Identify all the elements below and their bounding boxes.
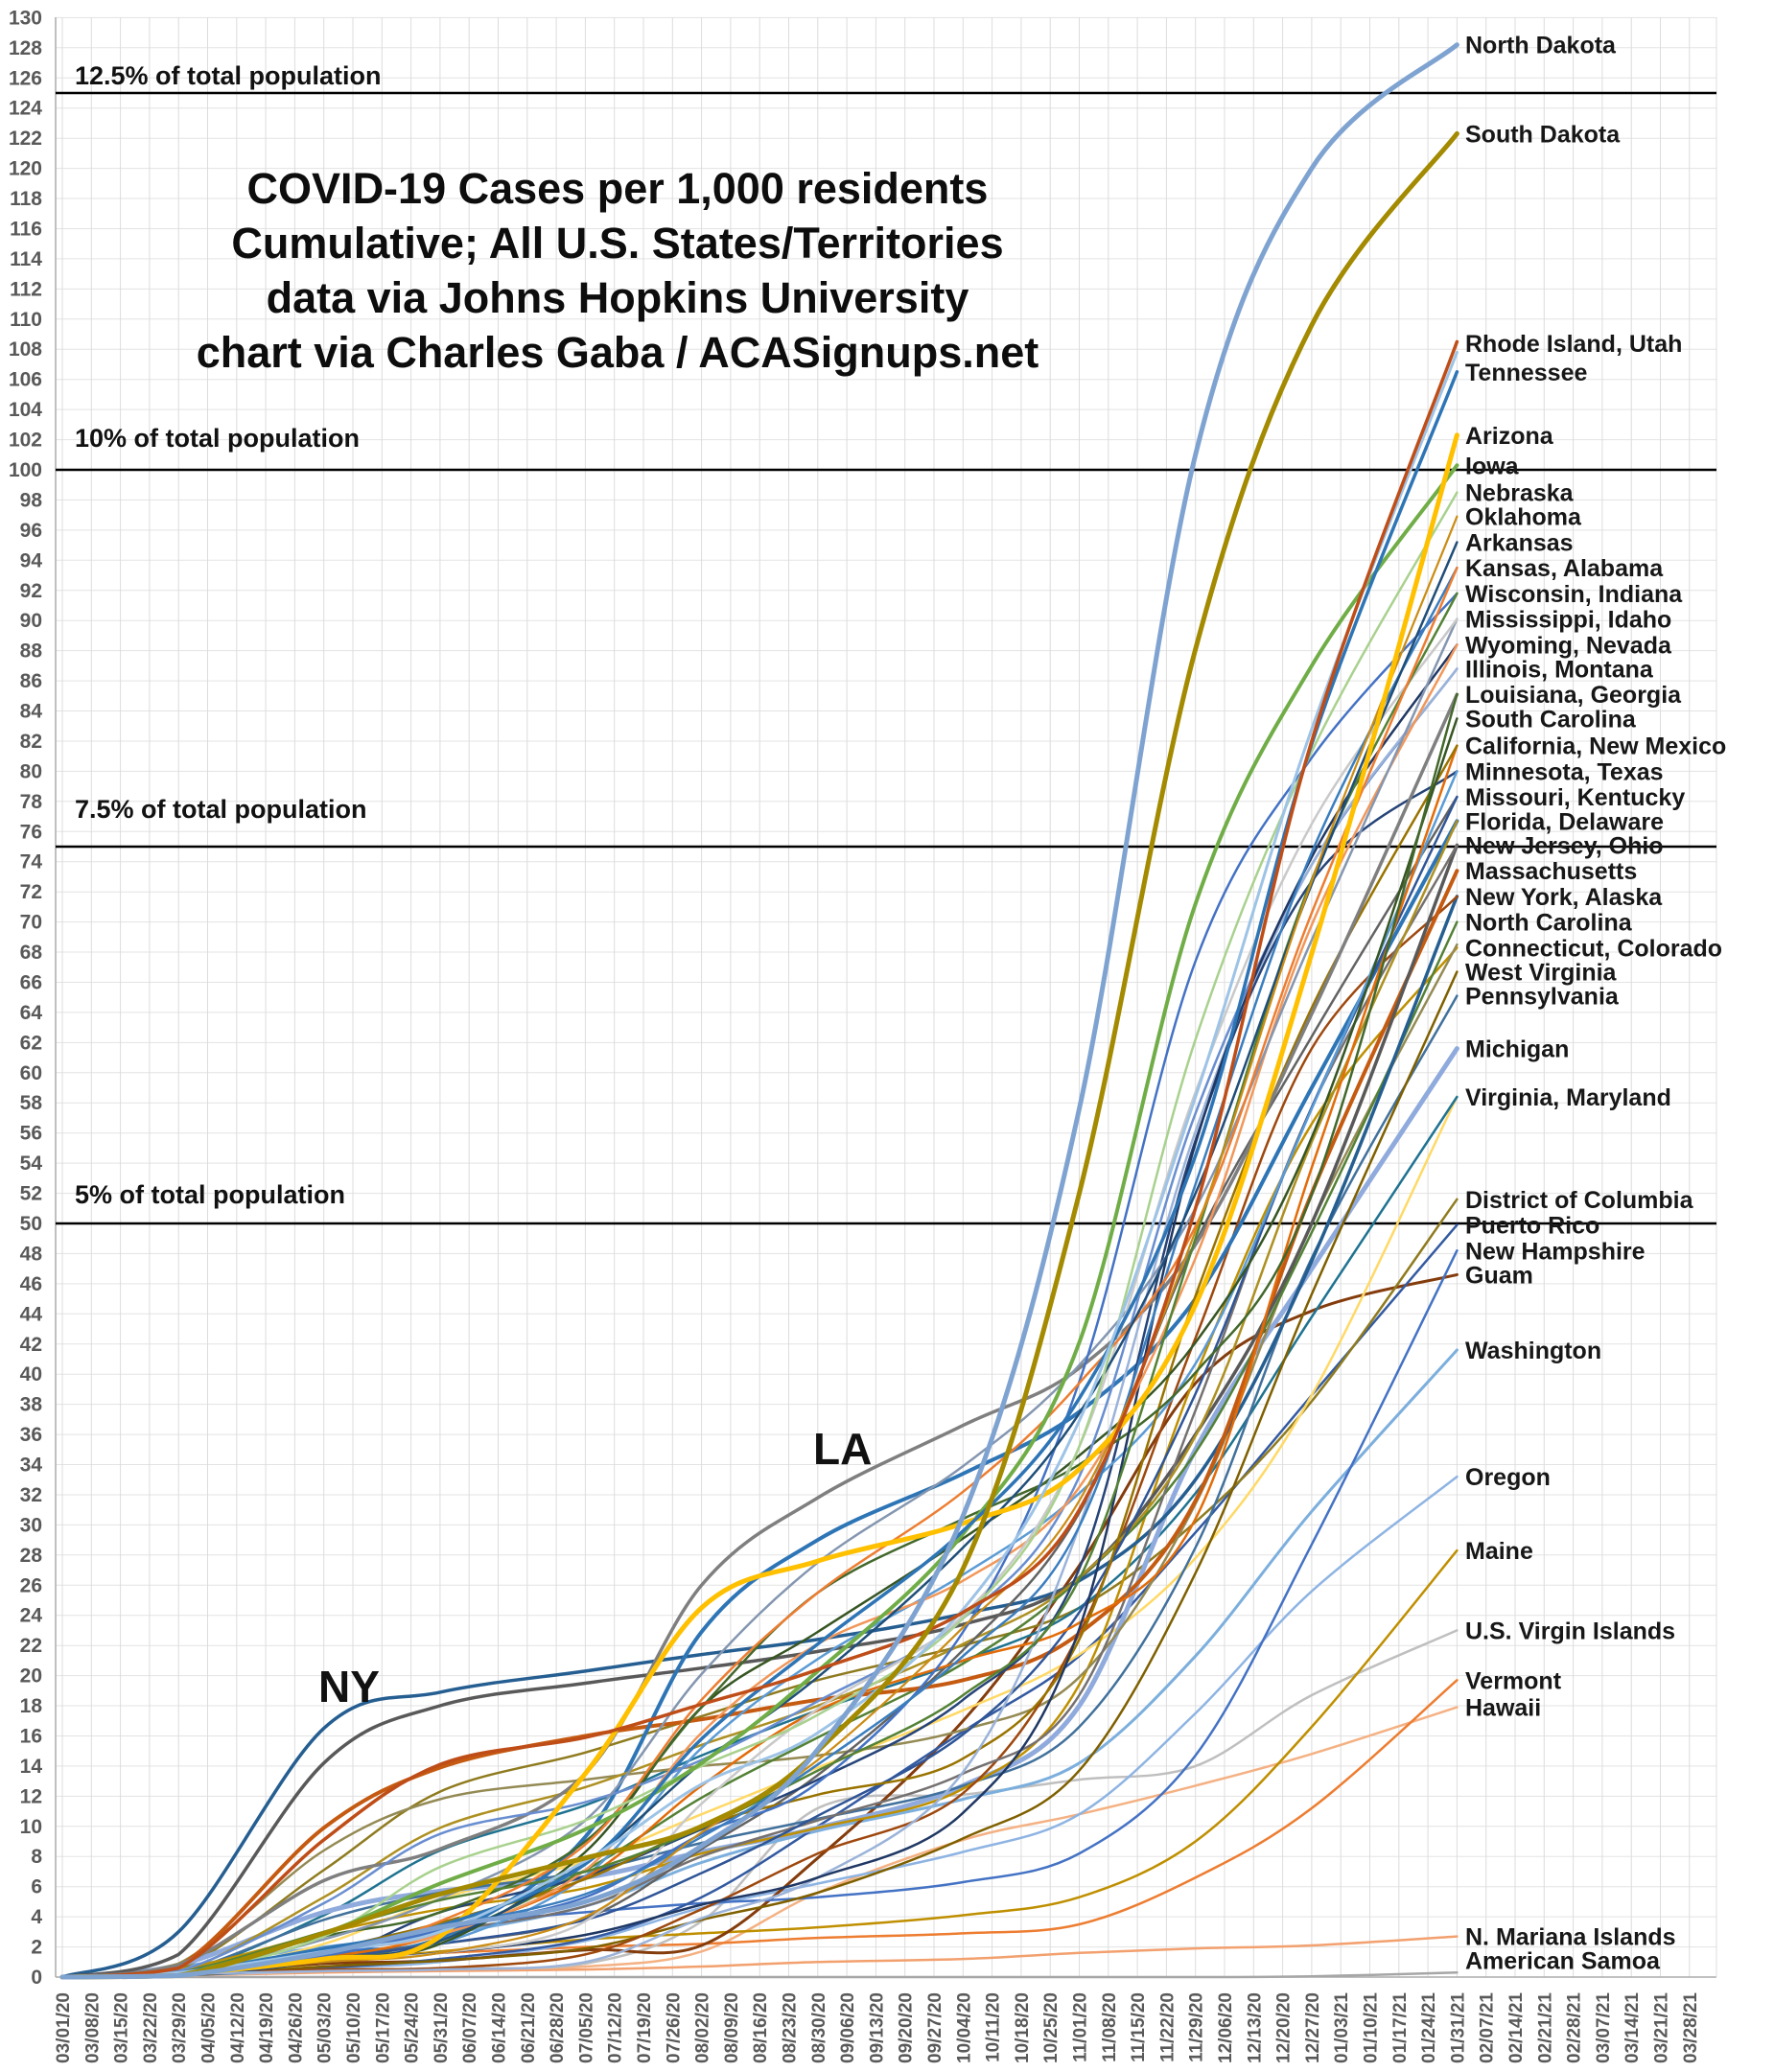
x-tick-label: 06/21/20 (518, 1992, 539, 2063)
state-label-south-dakota: South Dakota (1465, 121, 1621, 149)
x-tick-label: 03/07/21 (1593, 1992, 1614, 2063)
x-tick-label: 03/15/20 (111, 1992, 132, 2063)
x-tick-label: 08/23/20 (780, 1992, 801, 2063)
y-tick-label: 96 (19, 519, 42, 542)
state-label-n-mariana-islands: N. Mariana Islands (1465, 1923, 1676, 1951)
x-tick-label: 10/25/20 (1041, 1992, 1062, 2063)
y-tick-label: 116 (10, 218, 42, 241)
y-tick-label: 78 (19, 790, 42, 813)
x-tick-label: 10/11/20 (983, 1992, 1004, 2062)
y-tick-label: 68 (19, 942, 42, 964)
x-tick-label: 09/13/20 (867, 1992, 888, 2063)
annotation-ny: NY (318, 1662, 380, 1711)
y-tick-label: 16 (19, 1725, 42, 1748)
state-label-u-s-virgin-islands: U.S. Virgin Islands (1465, 1618, 1676, 1645)
x-tick-label: 06/28/20 (548, 1992, 569, 2063)
state-label-guam: Guam (1465, 1262, 1533, 1290)
y-tick-label: 126 (8, 67, 42, 90)
y-tick-label: 76 (19, 821, 42, 844)
y-tick-label: 10 (19, 1815, 42, 1838)
y-tick-label: 34 (19, 1454, 42, 1477)
y-tick-label: 38 (19, 1393, 42, 1416)
chart-title-line-3: data via Johns Hopkins University (266, 273, 969, 322)
state-label-oregon: Oregon (1465, 1464, 1551, 1492)
y-tick-label: 50 (19, 1213, 42, 1235)
y-tick-label: 0 (31, 1967, 42, 1989)
y-tick-label: 66 (19, 971, 42, 994)
x-tick-label: 03/28/21 (1680, 1992, 1701, 2063)
y-tick-label: 44 (19, 1303, 42, 1326)
x-tick-label: 02/28/21 (1564, 1992, 1585, 2063)
state-label-florida-delaware: Florida, Delaware (1465, 808, 1665, 836)
y-tick-label: 112 (10, 278, 42, 301)
state-label-north-dakota: North Dakota (1465, 32, 1616, 59)
state-label-puerto-rico: Puerto Rico (1465, 1212, 1600, 1240)
y-tick-label: 54 (19, 1152, 42, 1176)
x-tick-label: 02/07/21 (1477, 1992, 1498, 2063)
y-tick-label: 26 (19, 1574, 42, 1597)
y-tick-label: 6 (31, 1875, 42, 1898)
state-label-new-hampshire: New Hampshire (1465, 1238, 1646, 1266)
y-tick-label: 12 (19, 1785, 42, 1808)
y-tick-label: 120 (8, 157, 42, 180)
y-tick-label: 108 (8, 338, 42, 361)
y-tick-label: 60 (19, 1061, 42, 1084)
y-tick-label: 20 (19, 1665, 42, 1688)
y-tick-label: 98 (19, 489, 42, 512)
state-label-california-new-mexico: California, New Mexico (1465, 733, 1727, 760)
x-tick-label: 06/07/20 (460, 1992, 481, 2063)
y-tick-label: 110 (10, 308, 42, 331)
y-tick-label: 88 (19, 640, 42, 663)
state-label-illinois-montana: Illinois, Montana (1465, 656, 1653, 684)
state-label-washington: Washington (1465, 1338, 1602, 1364)
x-tick-label: 05/31/20 (431, 1992, 452, 2063)
reference-label-12-5-percent: 12.5% of total population (75, 61, 382, 90)
x-tick-label: 09/27/20 (925, 1992, 945, 2063)
reference-label-7-5-percent: 7.5% of total population (75, 795, 367, 824)
x-tick-label: 03/01/20 (54, 1992, 74, 2063)
state-label-connecticut-colorado: Connecticut, Colorado (1465, 935, 1723, 963)
x-tick-label: 08/30/20 (808, 1992, 829, 2063)
state-label-arizona: Arizona (1465, 422, 1553, 450)
annotation-la: LA (813, 1424, 873, 1474)
state-label-american-samoa: American Samoa (1465, 1947, 1660, 1975)
y-tick-label: 106 (8, 368, 42, 391)
y-tick-label: 24 (19, 1604, 42, 1627)
x-tick-label: 03/21/21 (1651, 1992, 1672, 2063)
x-tick-label: 11/01/20 (1070, 1992, 1091, 2062)
x-tick-label: 05/24/20 (402, 1992, 423, 2063)
x-tick-label: 05/17/20 (373, 1992, 394, 2063)
state-label-north-carolina: North Carolina (1465, 909, 1632, 937)
x-tick-label: 08/16/20 (751, 1992, 772, 2063)
x-tick-label: 01/17/21 (1389, 1992, 1411, 2063)
y-tick-label: 90 (19, 610, 42, 633)
state-label-virginia-maryland: Virginia, Maryland (1465, 1084, 1671, 1111)
y-tick-label: 4 (31, 1906, 42, 1929)
reference-label-5-percent: 5% of total population (75, 1180, 345, 1209)
state-label-hawaii: Hawaii (1465, 1694, 1542, 1722)
y-tick-label: 46 (19, 1272, 42, 1295)
y-tick-label: 58 (19, 1092, 42, 1115)
x-tick-label: 04/05/20 (198, 1992, 220, 2063)
y-tick-label: 62 (19, 1032, 42, 1055)
x-tick-label: 08/02/20 (692, 1992, 713, 2063)
x-tick-label: 08/09/20 (721, 1992, 742, 2063)
y-tick-label: 122 (8, 128, 42, 151)
y-tick-label: 92 (19, 579, 42, 602)
x-tick-label: 12/13/20 (1245, 1992, 1266, 2063)
y-tick-label: 104 (8, 399, 42, 422)
x-tick-label: 11/15/20 (1129, 1992, 1150, 2062)
x-tick-label: 05/10/20 (344, 1992, 364, 2063)
y-tick-label: 36 (19, 1424, 42, 1447)
y-tick-label: 42 (19, 1333, 42, 1356)
y-tick-label: 84 (19, 700, 42, 723)
y-tick-label: 52 (19, 1182, 42, 1205)
state-label-south-carolina: South Carolina (1465, 706, 1636, 733)
state-label-missouri-kentucky: Missouri, Kentucky (1465, 784, 1686, 812)
state-label-west-virginia: West Virginia (1465, 959, 1617, 987)
state-label-mississippi-idaho: Mississippi, Idaho (1465, 606, 1672, 634)
state-label-vermont: Vermont (1465, 1667, 1562, 1695)
y-tick-label: 2 (31, 1936, 42, 1959)
y-tick-label: 74 (19, 850, 42, 873)
state-label-arkansas: Arkansas (1465, 529, 1574, 557)
y-tick-label: 64 (19, 1001, 42, 1024)
x-tick-label: 03/22/20 (140, 1992, 161, 2063)
x-tick-label: 01/10/21 (1361, 1992, 1382, 2063)
x-tick-label: 07/05/20 (576, 1992, 597, 2063)
x-tick-label: 03/08/20 (82, 1992, 104, 2063)
state-label-minnesota-texas: Minnesota, Texas (1465, 758, 1664, 786)
reference-label-10-percent: 10% of total population (75, 424, 360, 453)
y-tick-label: 82 (19, 731, 42, 753)
state-label-new-jersey-ohio: New Jersey, Ohio (1465, 832, 1664, 860)
x-tick-label: 04/26/20 (286, 1992, 307, 2063)
y-tick-label: 8 (31, 1846, 42, 1869)
y-tick-label: 22 (19, 1635, 42, 1658)
state-label-rhode-island-utah: Rhode Island, Utah (1465, 331, 1683, 358)
x-tick-label: 07/26/20 (664, 1992, 685, 2063)
state-label-michigan: Michigan (1465, 1036, 1570, 1063)
x-tick-label: 07/12/20 (605, 1992, 626, 2063)
state-label-wisconsin-indiana: Wisconsin, Indiana (1465, 580, 1683, 608)
y-tick-label: 56 (19, 1122, 42, 1145)
x-tick-label: 10/04/20 (954, 1992, 975, 2063)
chart-title (138, 161, 1097, 380)
y-tick-label: 28 (19, 1544, 42, 1567)
chart-title-line-2: Cumulative; All U.S. States/Territories (231, 219, 1004, 268)
state-label-kansas-alabama: Kansas, Alabama (1465, 555, 1664, 583)
y-tick-label: 40 (19, 1363, 42, 1386)
state-label-maine: Maine (1465, 1538, 1533, 1566)
x-tick-label: 12/20/20 (1273, 1992, 1295, 2063)
x-tick-label: 02/21/21 (1535, 1992, 1556, 2063)
x-tick-label: 03/29/20 (170, 1992, 191, 2063)
y-tick-label: 32 (19, 1484, 42, 1506)
x-tick-label: 02/14/21 (1506, 1992, 1527, 2063)
state-label-pennsylvania: Pennsylvania (1465, 983, 1619, 1011)
x-tick-label: 01/03/21 (1332, 1992, 1353, 2063)
y-tick-label: 128 (8, 36, 42, 59)
x-tick-label: 11/29/20 (1186, 1992, 1207, 2062)
state-label-oklahoma: Oklahoma (1465, 503, 1581, 531)
x-tick-label: 09/20/20 (896, 1992, 917, 2063)
y-tick-label: 48 (19, 1243, 42, 1266)
y-tick-label: 102 (8, 429, 42, 452)
y-tick-label: 18 (19, 1695, 42, 1717)
x-tick-label: 07/19/20 (635, 1992, 655, 2063)
state-label-wyoming-nevada: Wyoming, Nevada (1465, 632, 1671, 660)
state-label-nebraska: Nebraska (1465, 479, 1574, 507)
x-tick-label: 12/27/20 (1302, 1992, 1323, 2063)
y-tick-label: 94 (19, 549, 42, 572)
y-tick-label: 80 (19, 760, 42, 783)
y-tick-label: 70 (19, 911, 42, 934)
state-label-massachusetts: Massachusetts (1465, 858, 1638, 886)
y-tick-label: 130 (8, 7, 42, 30)
y-tick-label: 100 (8, 459, 42, 481)
chart-title-line-1: COVID-19 Cases per 1,000 residents (246, 164, 989, 213)
x-tick-label: 10/18/20 (1012, 1992, 1033, 2063)
y-tick-label: 30 (19, 1514, 42, 1537)
y-tick-label: 114 (10, 247, 42, 270)
x-tick-label: 04/19/20 (257, 1992, 278, 2063)
state-label-louisiana-georgia: Louisiana, Georgia (1465, 682, 1682, 710)
x-tick-label: 01/24/21 (1419, 1992, 1440, 2063)
state-label-new-york-alaska: New York, Alaska (1465, 883, 1663, 911)
x-tick-label: 03/14/21 (1622, 1992, 1644, 2063)
x-tick-label: 11/08/20 (1099, 1992, 1120, 2062)
y-tick-label: 72 (19, 881, 42, 904)
x-tick-label: 09/06/20 (838, 1992, 859, 2063)
x-tick-label: 06/14/20 (489, 1992, 510, 2063)
x-tick-label: 05/03/20 (315, 1992, 336, 2063)
x-tick-label: 12/06/20 (1216, 1992, 1236, 2063)
x-tick-label: 04/12/20 (227, 1992, 248, 2063)
x-tick-label: 01/31/21 (1448, 1992, 1469, 2063)
y-tick-label: 86 (19, 670, 42, 693)
y-tick-label: 14 (19, 1755, 42, 1778)
y-tick-label: 124 (8, 97, 42, 120)
y-tick-label: 118 (10, 188, 42, 210)
state-label-district-of-columbia: District of Columbia (1465, 1186, 1693, 1214)
x-tick-label: 11/22/20 (1157, 1992, 1179, 2062)
state-label-tennessee: Tennessee (1465, 359, 1588, 386)
chart-title-line-4: chart via Charles Gaba / ACASignups.net (196, 328, 1039, 377)
state-label-iowa: Iowa (1465, 453, 1519, 480)
